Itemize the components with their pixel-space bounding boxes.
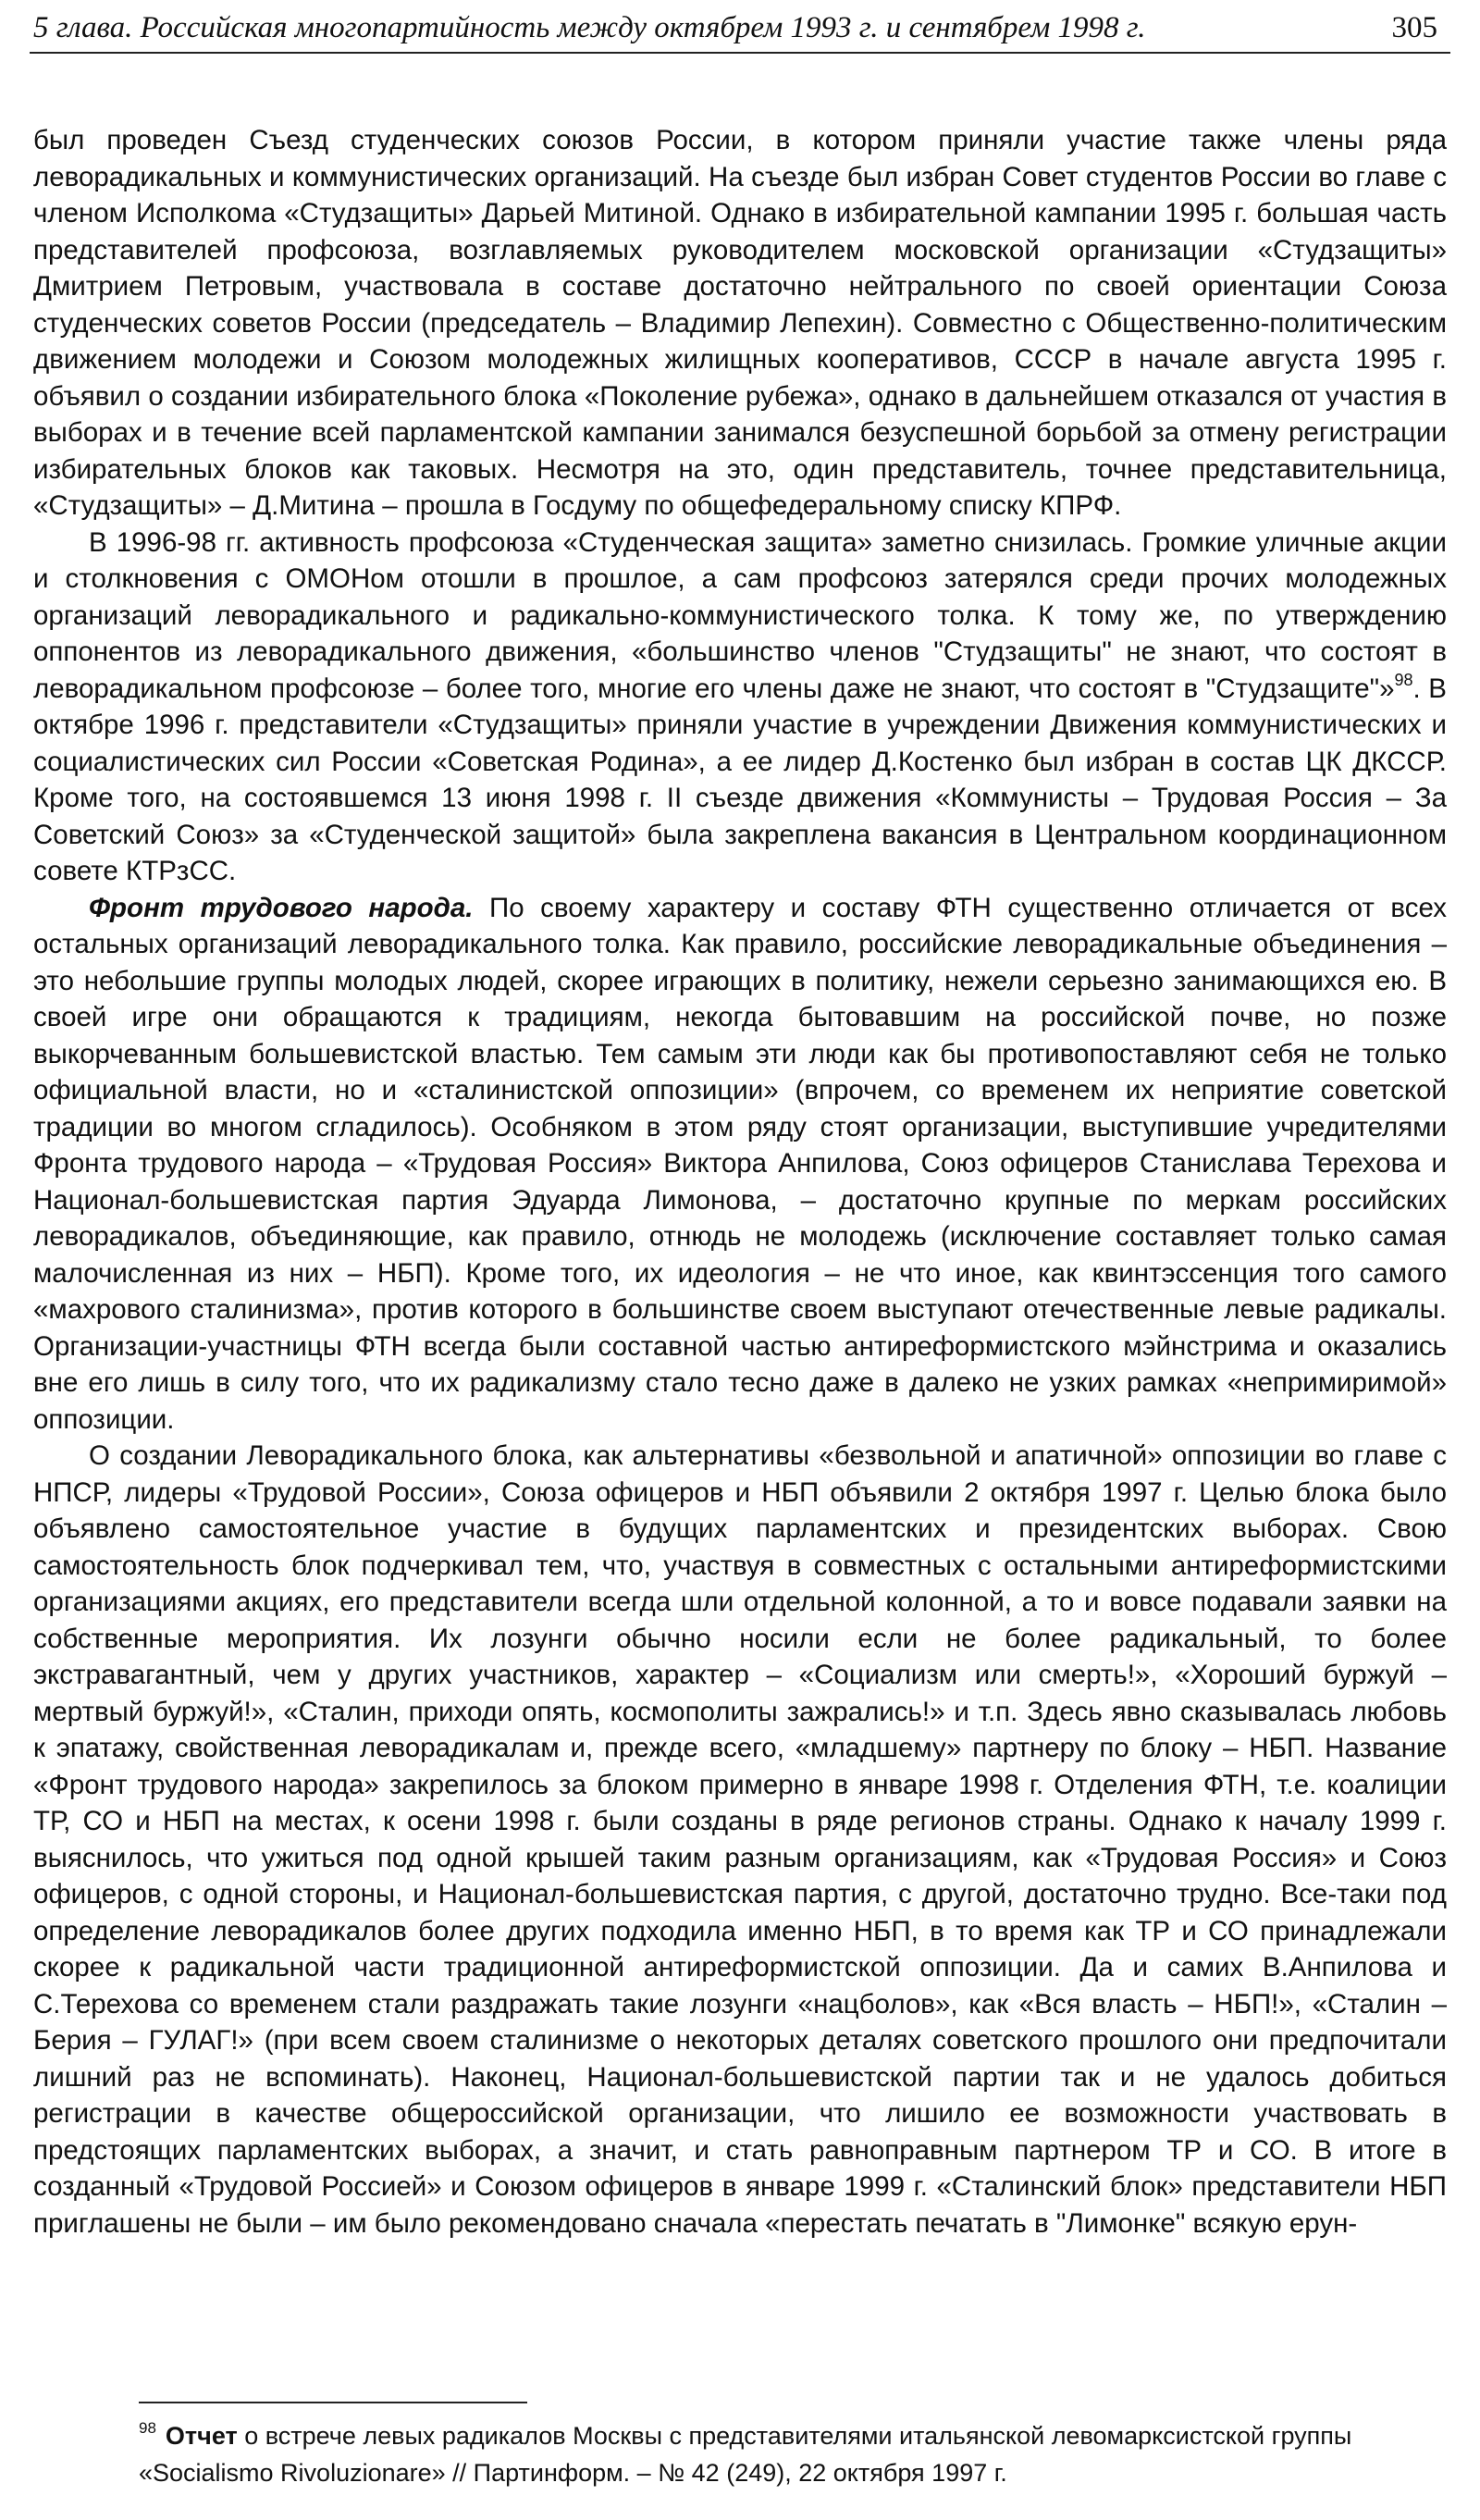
paragraph-3 bbox=[33, 890, 1447, 1439]
section-lead-heading: Фронт трудового народа. bbox=[89, 892, 474, 923]
footnote-text: о встрече левых радикалов Москвы с представителями итальянской левомарксистской группы «Socialismo Rivoluzionare» // Партинформ. – № 42 (249), 22 октября 1997 г. bbox=[139, 2422, 1352, 2487]
footnote-separator bbox=[139, 2402, 527, 2403]
footnote-number: 98 bbox=[139, 2419, 156, 2437]
paragraph-2 bbox=[33, 525, 1447, 890]
footnote-reference[interactable]: 98 bbox=[1394, 670, 1413, 689]
paragraph-text: О создании Леворадикального блока, как альтернативы «безвольной и апатичной» оппозиции во главе с НПСР, лидеры «Трудовой России», Союза офицеров и НБП объявили 2 октября 1997 г. Целью блока было объявлено самостоятельное участие в будущих парламентских и президентских выборах. Свою самостоятельность блок подчеркивал тем, что, участвуя в совместных с остальными антиреформистскими организациями акциях, его представители всегда шли отдельной колонной, а то и вовсе подавали заявки на собственные мероприятия. Их лозунги обычно носили если не более радикальный, то более экстравагантный, чем у других участников, характер – «Социализм или смерть!», «Хороший буржуй – мертвый буржуй!», «Сталин, приходи опять, космополиты зажрались!» и т.п. Здесь явно сказывалась любовь к эпатажу, свойственная леворадикалам и, прежде всего, «младшему» партнеру по блоку – НБП. Название «Фронт трудового народа» закрепилось за блоком примерно в январе 1998 г. Отделения ФТН, т.е. коалиции ТР, СО и НБП на местах, к осени 1998 г. были созданы в ряде регионов страны. Однако к началу 1999 г. выяснилось, что ужиться под одной крышей таким разным организациям, как «Трудовая Россия» и Союз офицеров, с одной стороны, и Национал-большевистская партия, с другой, достаточно трудно. Все-таки под определение леворадикалов более других подходила именно НБП, в то время как ТР и СО принадлежали скорее к радикальной части традиционной антиреформистской оппозиции. Да и самих В.Анпилова и С.Терехова со временем стали раздражать такие лозунги «нацболов», как «Вся власть – НБП!», «Сталин – Берия – ГУЛАГ!» (при всем своем сталинизме о некоторых деталях советского прошлого они предпочитали лишний раз не вспоминать). Наконец, Национал-большевистской партии так и не удалось добиться регистрации в качестве общероссийской организации, что лишило ее возможности участвовать в предстоящих парламентских выборах, а значит, и стать равноправным партнером ТР и СО. В итоге в созданный «Трудовой Россией» и Союзом офицеров в январе 1999 г. «Сталинский блок» представители НБП приглашены не были – им было рекомендовано сначала «перестать печатать в "Лимонке" всякую ерун- bbox=[33, 1440, 1447, 2239]
page-number: 305 bbox=[1391, 11, 1437, 44]
paragraph-text: По своему характеру и составу ФТН существенно отличается от всех остальных организаций леворадикального толка. Как правило, российские леворадикальные объединения – это небольшие группы молодых людей, скорее играющих в политику, нежели серьезно занимающихся ею. В своей игре они обращаются к традициям, некогда бытовавшим на российской почве, но позже выкорчеванным большевистской властью. Тем самым эти люди как бы противопоставляют себя не только официальной власти, но и «сталинистской оппозиции» (впрочем, со временем их неприятие советской традиции во многом сгладилось). Особняком в этом ряду стоят организации, выступившие учредителями Фронта трудового народа – «Трудовая Россия» Виктора Анпилова, Союз офицеров Станислава Терехова и Национал-большевистская партия Эдуарда Лимонова, – достаточно крупные по меркам российских леворадикалов, объединяющие, как правило, отнюдь не молодежь (исключение составляет только самая малочисленная из них – НБП). Кроме того, их идеология – не что иное, как квинтэссенция того самого «махрового сталинизма», против которого в большинстве своем выступают отечественные левые радикалы. Организации-участницы ФТН всегда были составной частью антиреформистского мэйнстрима и оказались вне его лишь в силу того, что их радикализму стало тесно даже в далеко не узких рамках «непримиримой» оппозиции. bbox=[33, 892, 1447, 1435]
paragraph-text: . В октябре 1996 г. представители «Студзащиты» приняли участие в учреждении Движения коммунистических и социалистических сил России «Советская Родина», а ее лидер Д.Костенко был избран в состав ЦК ДКССР. Кроме того, на состоявшемся 13 июня 1998 г. II съезде движения «Коммунисты – Трудовая Россия – За Советский Союз» за «Студенческой защитой» была закреплена вакансия в Центральном координационном совете КТРзСС. bbox=[33, 673, 1447, 886]
footnote-lead: Отчет bbox=[165, 2422, 238, 2450]
paragraph-text: был проведен Съезд студенческих союзов России, в котором приняли участие также члены ряда леворадикальных и коммунистических организаций. На съезде был избран Совет студентов России во главе с членом Исполкома «Студзащиты» Дарьей Митиной. Однако в избирательной кампании 1995 г. большая часть представителей профсоюза, возглавляемых руководителем московской организации «Студзащиты» Дмитрием Петровым, участвовала в составе достаточно нейтрального по своей ориентации Союза студенческих советов России (председатель – Владимир Лепехин). Совместно с Общественно-политическим движением молодежи и Союзом молодежных жилищных кооперативов, СССР в начале августа 1995 г. объявил о создании избирательного блока «Поколение рубежа», однако в дальнейшем отказался от участия в выборах и в течение всей парламентской кампании занимался безуспешной борьбой за отмену регистрации избирательных блоков как таковых. Несмотря на это, один представитель, точнее представительница, «Студзащиты» – Д.Митина – прошла в Госдуму по общефедеральному списку КПРФ. bbox=[33, 125, 1447, 521]
paragraph-text: В 1996-98 гг. активность профсоюза «Студенческая защита» заметно снизилась. Громкие уличные акции и столкновения с ОМОНом отошли в прошлое, а сам профсоюз затерялся среди прочих молодежных организаций леворадикального и радикально-коммунистического толка. К тому же, по утверждению оппонентов из леворадикального движения, «большинство членов "Студзащиты" не знают, что состоят в леворадикальном профсоюзе – более того, многие его члены даже не знают, что состоят в "Студзащите"» bbox=[33, 526, 1447, 704]
main-text bbox=[33, 122, 1447, 2242]
paragraph-4 bbox=[33, 1438, 1447, 2242]
chapter-title: 5 глава. Российская многопартийность между октябрем 1993 г. и сентябрем 1998 г. bbox=[33, 11, 1146, 44]
footnote bbox=[139, 2419, 1447, 2489]
paragraph-1 bbox=[33, 122, 1447, 525]
header-rule bbox=[30, 52, 1450, 54]
running-header bbox=[33, 4, 1447, 50]
